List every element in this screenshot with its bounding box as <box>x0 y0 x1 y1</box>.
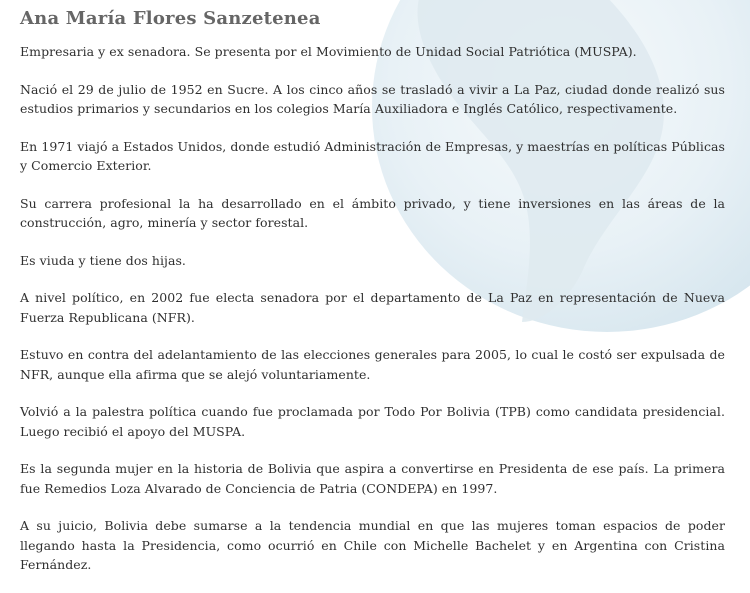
paragraph-family: Es viuda y tiene dos hijas. <box>20 252 186 268</box>
profile-article <box>20 6 725 593</box>
paragraph-occupation: Empresaria y ex senadora. Se presenta por el Movimiento de Unidad Social Patriótica (MUSPA). <box>20 44 637 59</box>
paragraph-politics-2002: A nivel político, en 2002 fue electa senadora por el departamento de La Paz en representación de Nueva Fuerza Republicana (NFR). <box>20 290 725 325</box>
paragraph-education: En 1971 viajó a Estados Unidos, donde estudió Administración de Empresas, y maestrías en políticas Públicas y Comercio Exterior. <box>20 138 725 173</box>
paragraph-history: Es la segunda mujer en la historia de Bolivia que aspira a convertirse en Presidenta de ese país. La primera fue Remedios Loza Alvarado de Conciencia de Patria (CONDEPA) en 1997. <box>20 461 725 496</box>
paragraph-candidacy: Volvió a la palestra política cuando fue proclamada por Todo Por Bolivia (TPB) como candidata presidencial. Luego recibió el apoyo del MUSPA. <box>20 404 725 439</box>
paragraph-birth: Nació el 29 de julio de 1952 en Sucre. A los cinco años se trasladó a vivir a La Paz, ciudad donde realizó sus estudios primarios y secundarios en los colegios María Auxiliadora e Inglés Católico, respectivamente. <box>20 81 725 116</box>
paragraph-nfr-expulsion: Estuvo en contra del adelantamiento de las elecciones generales para 2005, lo cual le costó ser expulsada de NFR, aunque ella afirma que se alejó voluntariamente. <box>20 347 725 382</box>
profile-name-heading: Ana María Flores Sanzetenea <box>20 8 321 29</box>
paragraph-opinion: A su juicio, Bolivia debe sumarse a la tendencia mundial en que las mujeres toman espacios de poder llegando hasta la Presidencia, como ocurrió en Chile con Michelle Bachelet y en Argentina con Cristina Fernández. <box>20 518 725 572</box>
paragraph-career: Su carrera profesional la ha desarrollado en el ámbito privado, y tiene inversiones en las áreas de la construcción, agro, minería y sector forestal. <box>20 195 725 230</box>
